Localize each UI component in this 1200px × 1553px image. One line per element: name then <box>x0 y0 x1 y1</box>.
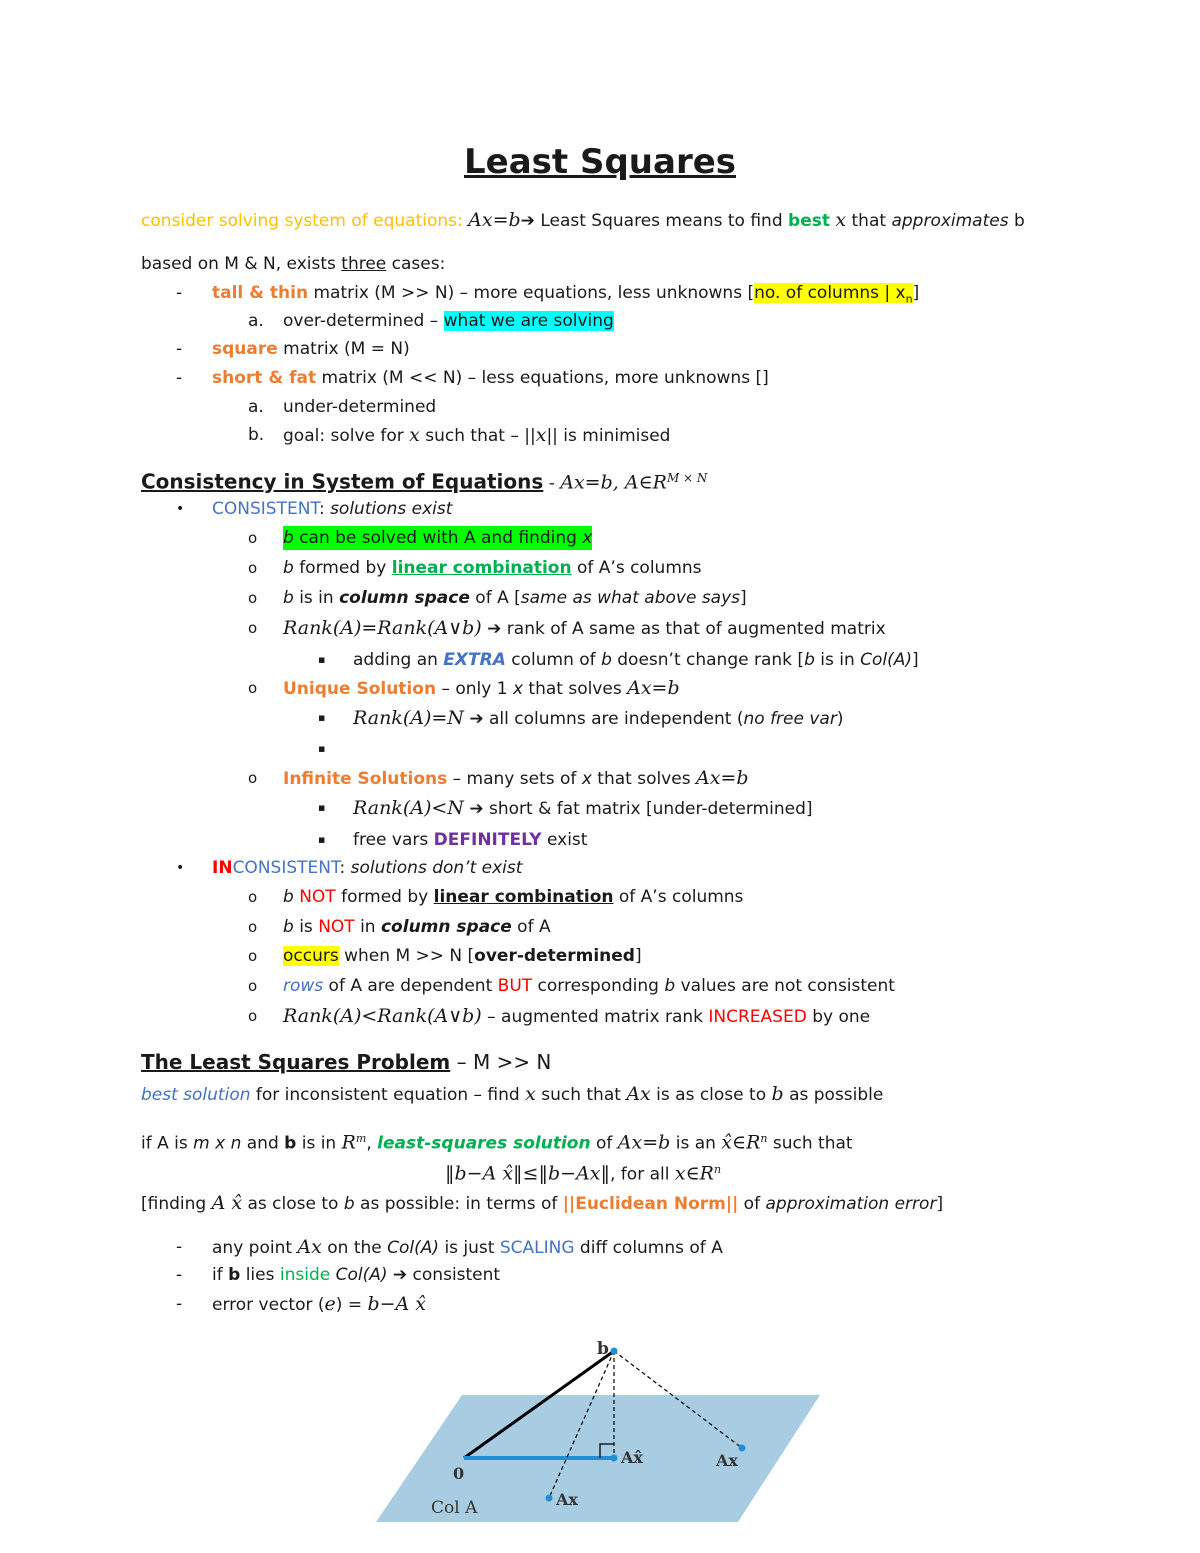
i2-b: b <box>283 917 294 937</box>
label-zero: 0 <box>453 1464 465 1483</box>
case-short-b-x2: x <box>535 424 547 446</box>
o-marker: o <box>248 559 258 577</box>
o-marker: o <box>248 947 258 965</box>
lsp-heading: The Least Squares Problem <box>141 1050 451 1074</box>
c6-infinite-solutions: Infinite Solutions <box>283 769 448 789</box>
c3-b: b <box>283 588 294 608</box>
case-tall-hl-text: no. of columns | x <box>754 283 906 303</box>
i4-t3: values are not consistent <box>675 976 895 996</box>
i2-t3: of A <box>511 917 551 937</box>
bullet-marker: • <box>176 501 185 517</box>
ineq-x: x∈R <box>674 1162 714 1185</box>
c4a-t5: ] <box>912 650 919 670</box>
dash-marker: - <box>176 1265 183 1285</box>
inconsistent-in: IN <box>212 858 233 878</box>
case-tall-text: matrix (M >> N) – more equations, less unknowns [ <box>308 283 755 303</box>
bullet-marker: • <box>176 860 185 876</box>
cases-intro-b: cases: <box>386 254 446 274</box>
def-m: m <box>355 1132 367 1145</box>
finding-b: b <box>343 1194 355 1214</box>
arrow-icon: ➔ <box>520 211 535 231</box>
c2-t1: formed by <box>293 558 392 578</box>
i4-but: BUT <box>497 976 533 996</box>
inconsistent-desc: solutions don’t exist <box>350 858 523 878</box>
c1-highlight <box>283 526 592 550</box>
case-tall-a-highlight: what we are solving <box>443 311 614 331</box>
i1-t1: formed by <box>335 887 434 907</box>
c4-text: rank of A same as that of augmented matrix <box>501 619 886 639</box>
c6b-t2: exist <box>541 830 588 850</box>
i3-occurs: occurs <box>283 946 339 966</box>
c2-b: b <box>283 558 294 578</box>
i5-equation: Rank(A)<Rank(A∨b) <box>283 1005 482 1027</box>
i2-t1: is <box>293 917 319 937</box>
d1-col: Col(A) <box>387 1238 440 1258</box>
finding-t3: as possible: in terms of <box>354 1194 563 1214</box>
def-t1: if A is <box>141 1133 194 1154</box>
c5-t1: – only 1 <box>436 679 513 699</box>
consistent-colon: : <box>318 499 331 519</box>
lsp-ax: Ax <box>626 1083 651 1105</box>
consistent-label: CONSISTENT <box>212 499 319 519</box>
finding-euclidean-norm: ||Euclidean Norm|| <box>562 1194 739 1214</box>
lsp-t2: such that <box>535 1085 627 1105</box>
i1-not: NOT <box>293 887 336 907</box>
c3-t1: is in <box>293 588 340 608</box>
def-mxn: m x n <box>193 1133 242 1154</box>
c3-t2: of A [ <box>469 588 521 608</box>
case-tall-end: ] <box>912 283 920 303</box>
ineq-t1: , for all <box>610 1164 675 1185</box>
point-ax-bottom <box>546 1495 553 1502</box>
d2-inside: inside <box>279 1265 331 1285</box>
lsp-b: b <box>771 1083 784 1105</box>
i4-t1: of A are dependent <box>323 976 498 996</box>
page-title: Least Squares <box>463 142 737 182</box>
i5-t2: by one <box>806 1007 871 1027</box>
lsp-inequality <box>445 1158 721 1187</box>
label-axhat: Ax̂ <box>621 1448 643 1467</box>
lsp-def-line <box>141 1127 853 1156</box>
case-short-text: matrix (M << N) – less equations, more unknowns [] <box>316 368 769 388</box>
d2-t1: if <box>212 1265 229 1285</box>
intro-line <box>141 208 1025 233</box>
i2-t2: in <box>354 917 381 937</box>
i5-increased: INCREASED <box>708 1007 807 1027</box>
lsp-t3: is as close to <box>650 1085 772 1105</box>
lsp-finding <box>141 1191 943 1216</box>
case-short-a-text: under-determined <box>283 397 437 417</box>
case-tall-highlight <box>754 283 913 306</box>
consistency-heading: Consistency in System of Equations <box>141 469 544 494</box>
def-n: n <box>760 1132 768 1145</box>
point-axhat <box>611 1455 618 1462</box>
c4a-b2: b <box>804 650 815 670</box>
label-b: b <box>597 1339 609 1359</box>
def-t2: and <box>241 1133 285 1154</box>
dash-marker: - <box>176 283 183 303</box>
i3-over-determined: over-determined <box>474 946 635 966</box>
c6a-equation: Rank(A)<N <box>353 797 464 819</box>
case-short-b-t3: || is minimised <box>546 426 671 446</box>
c3-same: same as what above says <box>520 588 741 608</box>
c1-x: x <box>582 528 593 548</box>
i4-rows: rows <box>283 976 324 996</box>
case-short-b-t2: such that – || <box>419 426 536 446</box>
i1-b: b <box>283 887 294 907</box>
def-xhat: x̂∈R <box>721 1131 761 1154</box>
arrow-icon: ➔ <box>469 709 484 729</box>
finding-t5: ] <box>936 1194 944 1214</box>
case-tall-sub: n <box>905 292 913 306</box>
dash-marker: - <box>176 368 183 388</box>
c2-linear-combination: linear combination <box>391 558 572 578</box>
case-short-b-x: x <box>409 424 420 446</box>
d3-t2: ) = <box>335 1295 368 1315</box>
consistent-desc: solutions exist <box>330 499 453 519</box>
c6-equation: Ax=b <box>695 767 749 789</box>
square-marker: ▪ <box>318 711 326 724</box>
point-b <box>611 1348 618 1355</box>
consistency-sep: - <box>543 473 561 494</box>
alpha-marker: a. <box>248 397 264 417</box>
lsp-x: x <box>525 1083 536 1105</box>
c5a-t1: all columns are independent ( <box>483 709 744 729</box>
consistency-heading-line <box>141 466 707 496</box>
c4a-b: b <box>601 650 612 670</box>
alpha-marker: b. <box>248 425 265 445</box>
label-ax-bottom: Ax <box>556 1490 578 1509</box>
d1-t3: is just <box>439 1238 500 1258</box>
i4-t2: corresponding <box>532 976 665 996</box>
c6a-text: short & fat matrix [under-determined] <box>483 799 813 819</box>
d1-t2: on the <box>321 1238 388 1258</box>
intro-text: Least Squares means to find <box>534 211 789 231</box>
c4a-t1: adding an <box>353 650 444 670</box>
least-squares-figure <box>0 1333 1200 1553</box>
point-ax-right <box>739 1445 746 1452</box>
lsp-heading-line <box>141 1050 551 1076</box>
arrow-icon: ➔ <box>487 619 502 639</box>
intro-best: best <box>788 211 830 231</box>
def-equation: Ax=b <box>617 1131 671 1154</box>
ineq-n: n <box>713 1163 722 1176</box>
d2-b: b <box>228 1265 241 1285</box>
case-square-name: square <box>212 339 278 359</box>
d2-t5: consistent <box>407 1265 501 1285</box>
alpha-marker: a. <box>248 311 264 331</box>
def-least-squares-solution: least-squares solution <box>377 1133 591 1154</box>
finding-t1: [finding <box>141 1194 212 1214</box>
arrow-icon: ➔ <box>469 799 484 819</box>
d1-ax: Ax <box>297 1236 322 1258</box>
def-t4: of <box>590 1133 618 1154</box>
c1-text: can be solved with A and finding <box>293 528 583 548</box>
ineq-equation: ‖b−A x̂‖≤‖b−Ax‖ <box>445 1162 610 1185</box>
i2-not: NOT <box>318 917 355 937</box>
c6-x: x <box>581 769 592 789</box>
c1-b: b <box>283 528 294 548</box>
i3-t2: ] <box>634 946 642 966</box>
c3-t3: ] <box>740 588 747 608</box>
o-marker: o <box>248 1007 258 1025</box>
case-tall-name: tall & thin <box>212 283 309 303</box>
square-marker: ▪ <box>318 801 326 814</box>
def-t5: is an <box>670 1133 722 1154</box>
d1-scaling: SCALING <box>499 1238 575 1258</box>
c6-t1: – many sets of <box>447 769 582 789</box>
c5a-equation: Rank(A)=N <box>353 707 464 729</box>
cases-three: three <box>341 254 387 274</box>
def-t3: is in <box>296 1133 342 1154</box>
o-marker: o <box>248 888 258 906</box>
c4a-t3: doesn’t change rank [ <box>611 650 805 670</box>
inconsistent-colon: : <box>339 858 351 878</box>
def-comma: , <box>366 1133 378 1154</box>
square-marker: ▪ <box>318 833 326 846</box>
d2-t2: lies <box>240 1265 280 1285</box>
c5-x: x <box>512 679 523 699</box>
dash-marker: - <box>176 1294 183 1314</box>
d1-t1: any point <box>212 1238 298 1258</box>
def-R: R <box>341 1131 356 1154</box>
case-short-name: short & fat <box>212 368 317 388</box>
lsp-best-line <box>141 1082 883 1107</box>
i4-b: b <box>664 976 676 996</box>
i3-t1: when M >> N [ <box>338 946 475 966</box>
lsp-t4: as possible <box>783 1085 884 1105</box>
o-marker: o <box>248 918 258 936</box>
consistency-equation: Ax=b, A∈R <box>560 471 667 494</box>
intro-text-2: that <box>846 211 892 231</box>
c4-equation: Rank(A)=Rank(A∨b) <box>283 617 482 639</box>
d2-col: Col(A) <box>335 1265 388 1285</box>
d3-t1: error vector ( <box>212 1295 325 1315</box>
finding-approx-error: approximation error <box>765 1194 937 1214</box>
case-square-text: matrix (M = N) <box>277 339 410 359</box>
c5-unique-solution: Unique Solution <box>283 679 437 699</box>
dash-marker: - <box>176 1237 183 1257</box>
intro-approximates: approximates <box>891 211 1009 231</box>
c5a-no-free-var: no free var <box>743 709 837 729</box>
o-marker: o <box>248 529 258 547</box>
finding-t2: as close to <box>242 1194 344 1214</box>
finding-ax: A x̂ <box>211 1192 243 1214</box>
cases-intro-a: based on M & N, exists <box>141 254 342 274</box>
label-col-a: Col A <box>431 1498 478 1518</box>
c6b-definitely: DEFINITELY <box>433 830 542 850</box>
intro-x: x <box>835 209 847 231</box>
c4a-extra: EXTRA <box>443 650 506 670</box>
d1-t4: diff columns of A <box>574 1238 723 1258</box>
lsp-t1: for inconsistent equation – find <box>250 1085 526 1105</box>
consistency-sup: M × N <box>666 471 708 485</box>
i1-linear-combination: linear combination <box>433 887 614 907</box>
def-b: b <box>284 1133 297 1154</box>
o-marker: o <box>248 589 258 607</box>
square-marker: ▪ <box>318 742 326 755</box>
intro-lead: consider solving system of equations: <box>141 211 469 231</box>
c5-equation: Ax=b <box>627 677 680 699</box>
intro-text-3: b <box>1008 211 1025 231</box>
c6-t2: that solves <box>591 769 696 789</box>
intro-equation: Ax=b <box>468 209 521 231</box>
i2-column-space: column space <box>380 917 512 937</box>
c3-column-space: column space <box>339 588 470 608</box>
o-marker: o <box>248 977 258 995</box>
def-t6: such that <box>767 1133 853 1154</box>
square-marker: ▪ <box>318 653 326 666</box>
lsp-best-solution: best solution <box>141 1085 251 1105</box>
finding-t4: of <box>738 1194 766 1214</box>
arrow-icon: ➔ <box>392 1265 408 1285</box>
label-ax-right: Ax <box>716 1451 738 1470</box>
o-marker: o <box>248 679 258 697</box>
d3-equation: b−A x̂ <box>367 1293 427 1315</box>
c4a-col: Col(A) <box>860 650 913 670</box>
inconsistent-label: CONSISTENT <box>232 858 340 878</box>
case-tall-a-text: over-determined – <box>283 311 444 331</box>
dash-marker: - <box>176 339 183 359</box>
c6b-t1: free vars <box>353 830 434 850</box>
c2-t2: of A’s columns <box>571 558 702 578</box>
lsp-sub: – M >> N <box>450 1050 552 1074</box>
d3-e: e <box>324 1293 336 1315</box>
c4a-t2: column of <box>505 650 602 670</box>
c5a-t2: ) <box>836 709 844 729</box>
c4a-t4: is in <box>814 650 861 670</box>
o-marker: o <box>248 619 258 637</box>
o-marker: o <box>248 769 258 787</box>
i1-t2: of A’s columns <box>613 887 744 907</box>
case-short-b-t1: goal: solve for <box>283 426 410 446</box>
cases-intro <box>141 252 445 276</box>
c5-t2: that solves <box>523 679 628 699</box>
i5-t1: – augmented matrix rank <box>481 1007 709 1027</box>
